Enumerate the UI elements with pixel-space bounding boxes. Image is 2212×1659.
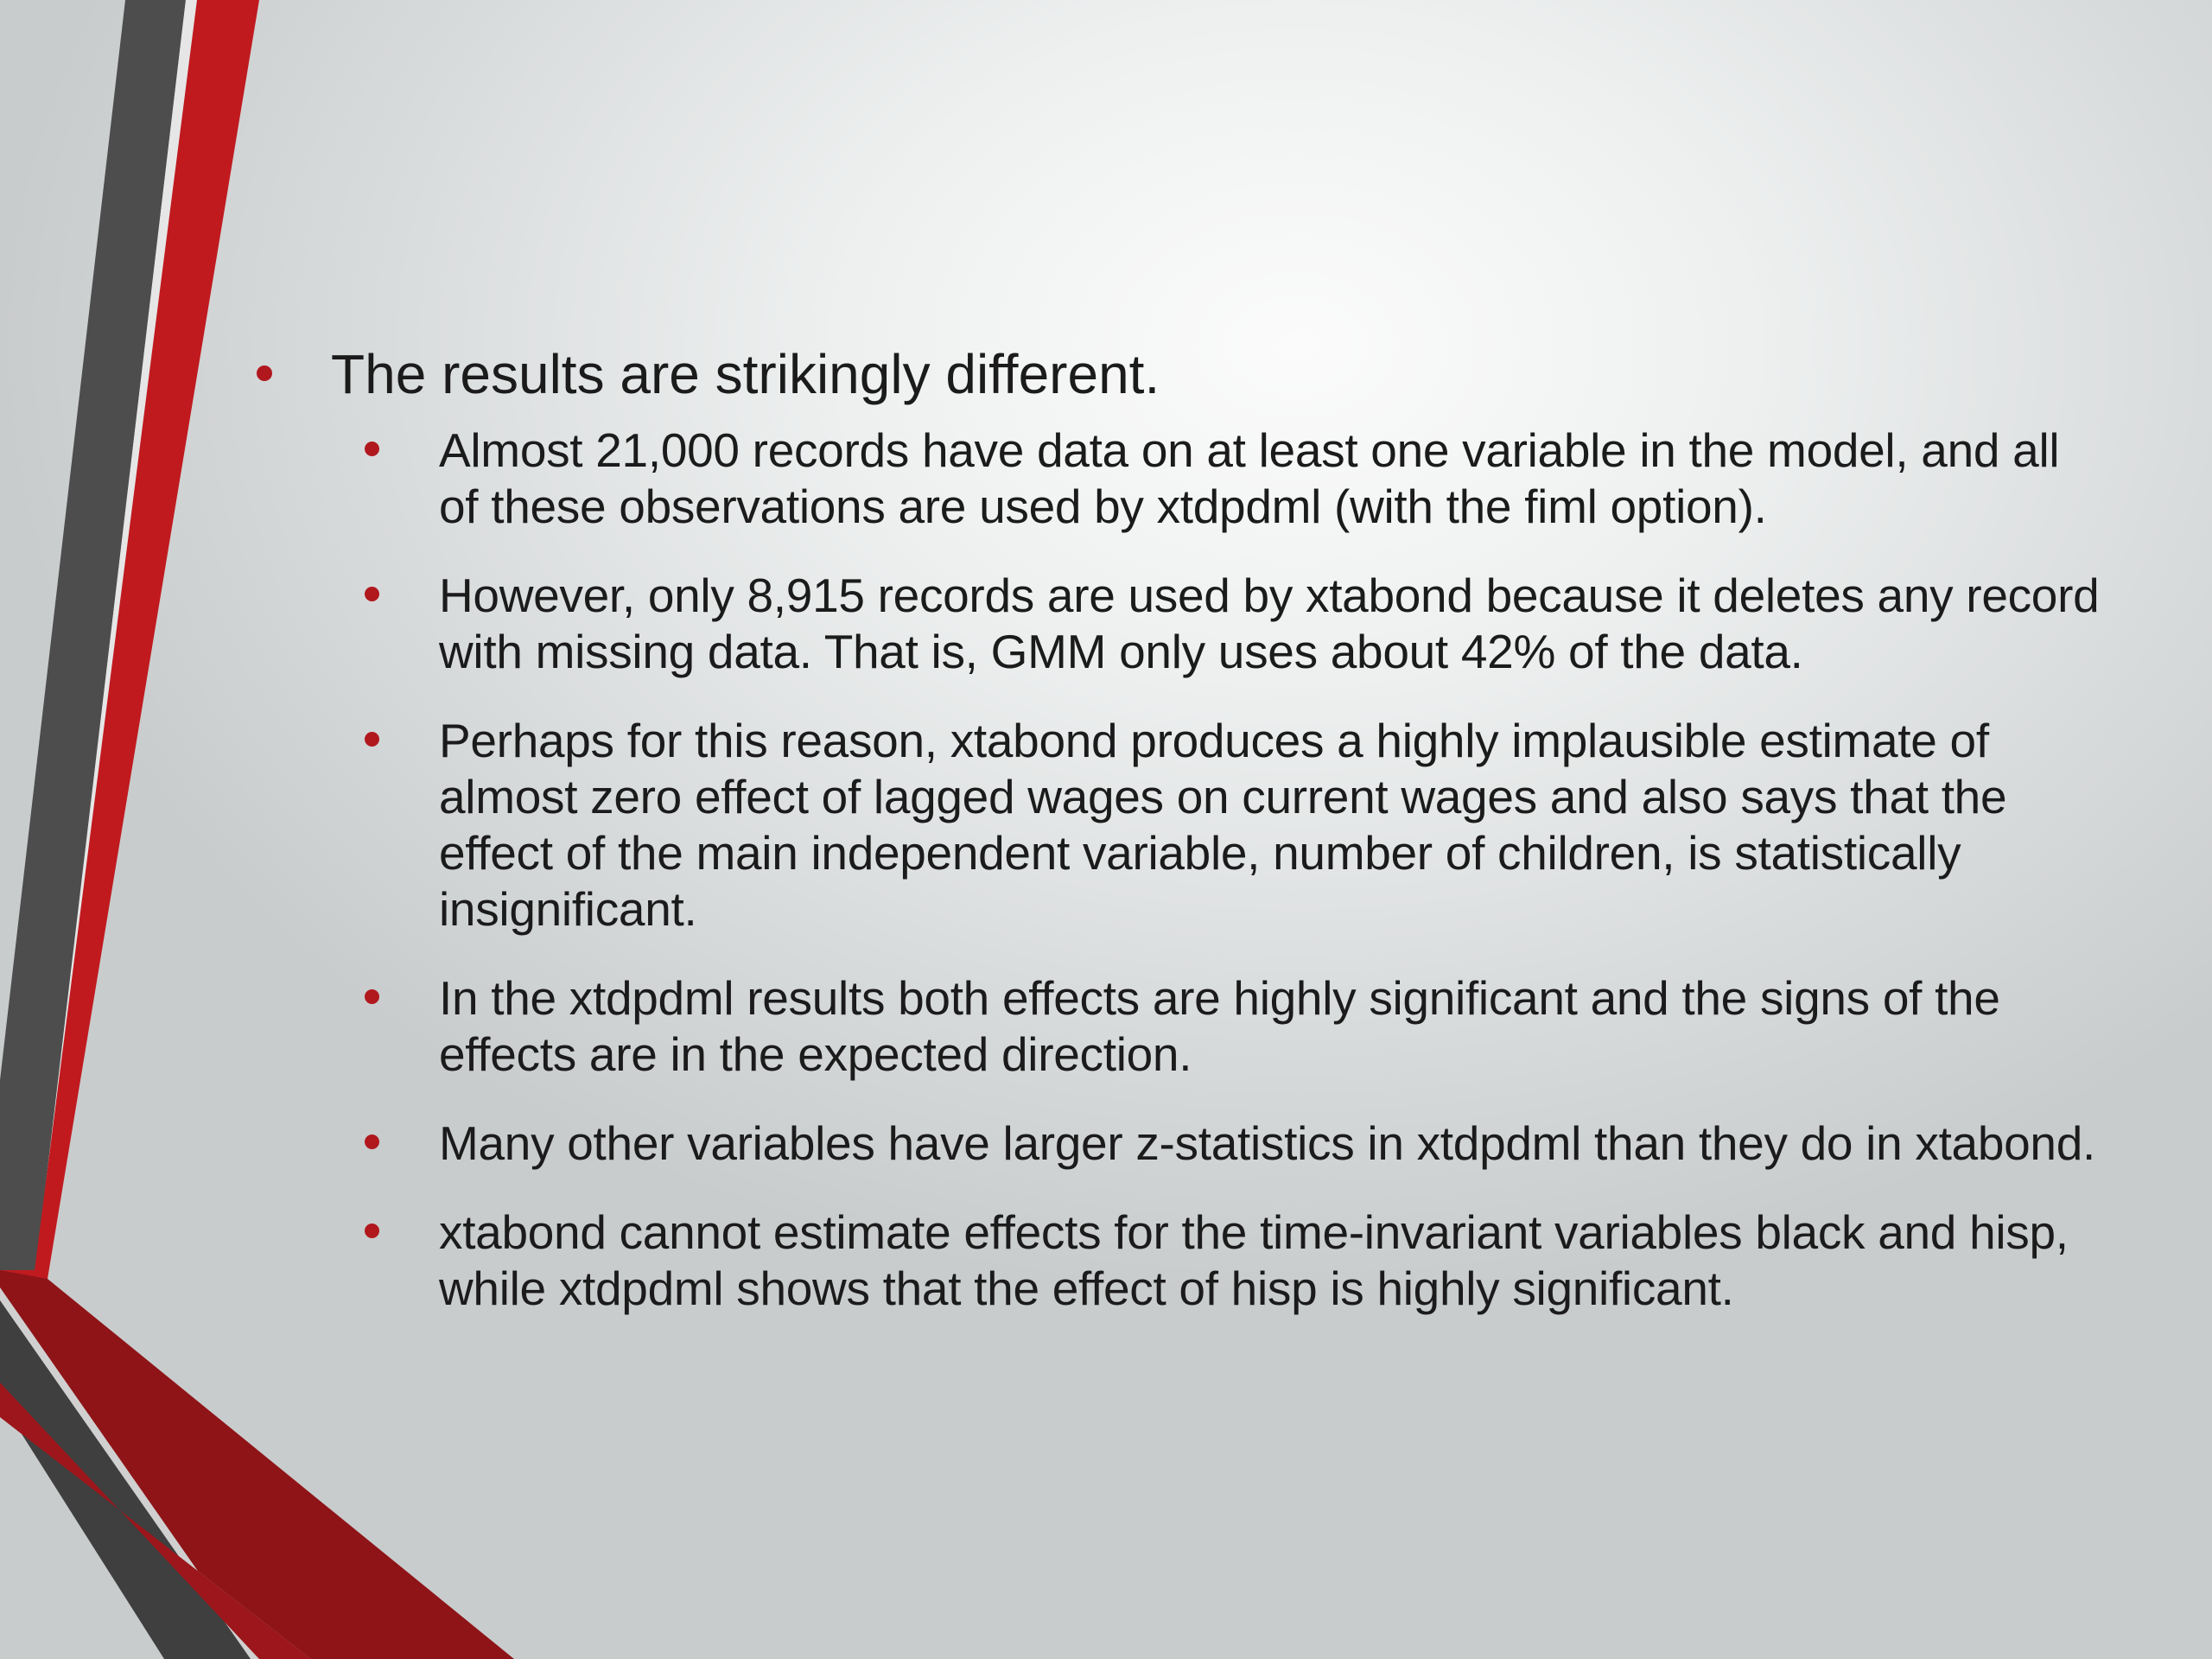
bullet-icon <box>365 989 379 1004</box>
left-dark-stripe <box>0 0 186 1296</box>
heading-bullet <box>255 341 2104 407</box>
bullet-icon <box>365 732 379 747</box>
bullet-icon <box>365 587 379 601</box>
bullet-icon <box>257 365 272 381</box>
heading-bullet-text: The results are strikingly different. <box>331 343 1160 405</box>
sub-bullet-3 <box>363 713 2104 938</box>
sub-bullet-text: In the xtdpdml results both effects are highly significant and the signs of the effects are in the expected direction. <box>439 971 2000 1081</box>
sub-bullet-text: Perhaps for this reason, xtabond produces a highly implausible estimate of almost zero effect of lagged wages on current wages and also says that the effect of the main independent variable, number of children, is statistically insignificant. <box>439 714 2007 936</box>
sub-bullet-text: However, only 8,915 records are used by xtabond because it deletes any record with missing data. That is, GMM only uses about 42% of the data. <box>439 569 2100 678</box>
sub-bullet-5 <box>363 1116 2104 1172</box>
bullet-icon <box>365 442 379 456</box>
sub-bullet-text: Many other variables have larger z-statistics in xtdpdml than they do in xtabond. <box>439 1116 2095 1170</box>
slide-body <box>255 341 2104 1350</box>
sub-bullet-text: xtabond cannot estimate effects for the time-invariant variables black and hisp, while xtdpdml shows that the effect of hisp is highly significant. <box>439 1205 2069 1315</box>
bullet-icon <box>365 1135 379 1149</box>
sub-bullet-6 <box>363 1205 2104 1317</box>
bullet-icon <box>365 1224 379 1238</box>
sub-bullet-text: Almost 21,000 records have data on at least one variable in the model, and all of these observations are used by xtdpdml (with the fiml option). <box>439 423 2060 533</box>
sub-bullet-1 <box>363 423 2104 535</box>
sub-bullet-2 <box>363 568 2104 680</box>
sub-bullet-4 <box>363 970 2104 1083</box>
